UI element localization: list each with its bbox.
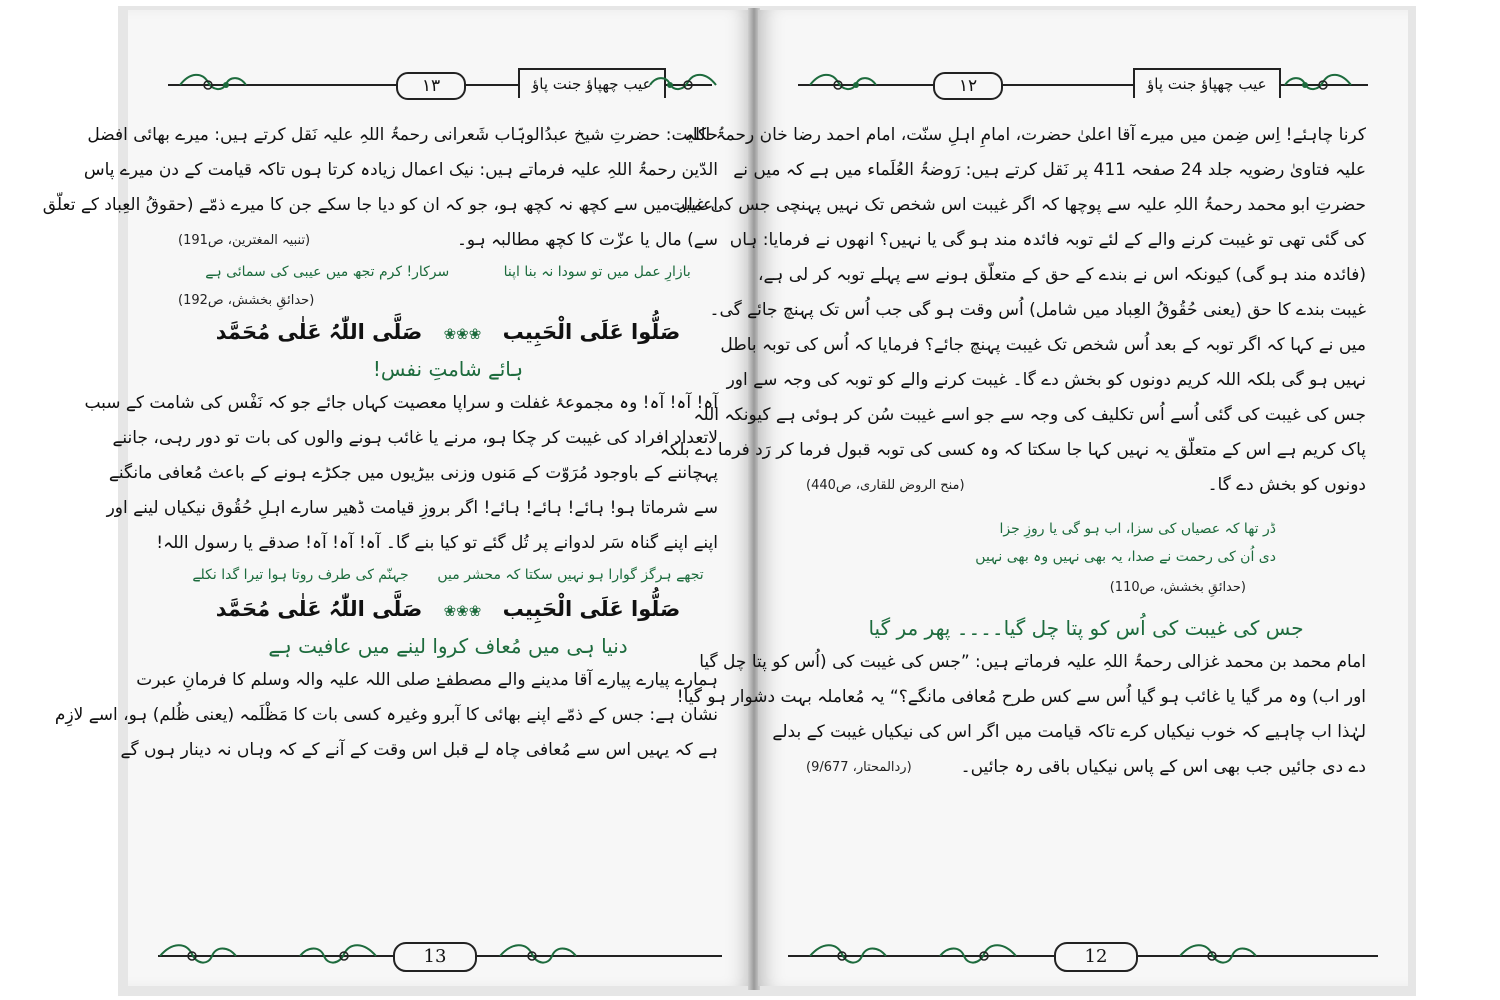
text-line: [806, 571, 1366, 601]
scroll-ornament-icon: [1178, 940, 1258, 972]
poetry-couplet: [178, 561, 718, 589]
text-line: سے شرماتا ہو! ہائے! ہائے! ہائے! اگر بروزِ قیامت ڈھیر سارے اہلِ حُقُوق نیکیاں لینے اور: [106, 498, 718, 518]
text-line: کرنا چاہئے! اِس ضِمن میں میرے آقا اعلیٰ حضرت، امامِ اہلِ سنّت، امام احمد رضا خان رحمۃُ اللہ: [684, 125, 1366, 145]
footer-page-number: 12: [1054, 942, 1138, 972]
text-line: لاتعداد افراد کی غیبت کر چکا ہو، مرنے یا غائب ہونے والوں کی بات تو دور رہی، جاننے: [112, 428, 718, 448]
text-fragment: دونوں کو بخش دے گا۔: [1207, 475, 1366, 495]
text-line: [178, 223, 718, 258]
text-line: آہ! آہ! آہ! وہ مجموعۂ غفلت و سراپا معصیت کہاں جائے جو کہ نَفْس کی شامت کے سبب: [84, 393, 718, 413]
text-line: پہچاننے کے باوجود مُرَوّت کے مَنوں وزنی بیڑیوں میں جکڑے ہونے کے باعث مُعافی مانگنے: [108, 463, 718, 483]
section-heading: ہائے شامتِ نفس!: [372, 357, 524, 381]
text-line: اعمال میں سے کچھ نہ کچھ ہو، جو کہ ان کو دیا جا سکے جن کا میرے ذمّے (حقوقُ العِباد کے تعلّق: [42, 195, 718, 215]
text-line: حکایت: حضرتِ شیخ عبدُالوہّاب شَعرانی رحمۃُ اللہِ علیہ نَقل کرتے ہیں: میرے بھائی افضل: [87, 125, 718, 145]
left-page-body: [42, 118, 718, 768]
text-line: الدّین رحمۃُ اللہِ علیہ فرماتے ہیں: نیک اعمال زیادہ کرتا ہوں تاکہ قیامت کے دن میرے پاس: [83, 160, 718, 180]
verse-line: سرکار! کرم تجھ میں عیبی کی سمائی ہے: [205, 264, 450, 280]
salat-line: [178, 589, 718, 629]
salat-right: صَلَّی اللّٰہُ عَلٰی مُحَمَّد: [215, 320, 423, 344]
salat-left: صَلُّوا عَلَی الْحَبِیب: [502, 320, 681, 344]
salat-right: صَلَّی اللّٰہُ عَلٰی مُحَمَّد: [215, 597, 423, 621]
verse-line: تجھے ہرگز گوارا ہو نہیں سکتا کہ محشر میں: [437, 567, 704, 583]
text-line: نشان ہے: جس کے ذمّے اپنے بھائی کا آبرو وغیرہ کسی بات کا مَظْلَمہ (یعنی ظُلم) ہو، اسے لازِم: [54, 705, 718, 725]
section-heading: دنیا ہی میں مُعاف کروا لینے میں عافیت ہے: [268, 634, 628, 658]
section-heading: جس کی غیبت کی اُس کو پتا چل گیا۔۔۔۔ پھر مر گیا: [868, 616, 1304, 640]
text-line: جس کی غیبت کی گئی اُسے اُس تکلیف کی وجہ سے جو اسے غیبت سُن کر ہوئی ہے کیونکہ اللہ: [693, 405, 1366, 425]
reference-citation: (حدائقِ بخشش، ص192): [178, 293, 315, 308]
flower-ornament-icon: ❀❀❀: [443, 325, 482, 343]
text-line: لہٰذا اب چاہیے کہ خوب نیکیاں کرے تاکہ قیامت میں اگر اس کی نیکیاں غیبت کے بدلے: [772, 722, 1366, 742]
scroll-ornament-icon: [648, 70, 718, 100]
text-line: ہے کہ یہیں اس سے مُعافی چاہ لے قبل اس وقت کے آنے کے کہ وہاں نہ دینار ہوں گے: [120, 740, 718, 760]
left-page-header: [128, 62, 752, 108]
scroll-ornament-icon: [298, 940, 378, 972]
text-line: اپنے اپنے گناہ سَر لدوانے پر تُل گئے تو کیا بنے گا۔ آہ! آہ! آہ! صدقے یا رسول اللہ!: [156, 533, 718, 553]
scroll-ornament-icon: [178, 70, 248, 100]
header-book-title: عیب چھپاؤ جنت پاؤ: [518, 68, 666, 98]
right-page-body: [659, 118, 1366, 785]
scroll-ornament-icon: [1283, 70, 1353, 100]
text-line: [806, 468, 1366, 503]
verse-line: جہنّم کی طرف روتا ہوا تیرا گدا نکلے: [192, 567, 409, 583]
text-fragment: سے) مال یا عزّت کا کچھ مطالبہ ہو۔: [456, 230, 718, 250]
text-line: [178, 286, 718, 312]
left-page-footer: [128, 936, 752, 976]
footer-page-number: 13: [393, 942, 477, 972]
text-line: اور اب) وہ مر گیا یا غائب ہو گیا اُس سے کس طرح مُعافی مانگے؟“ یہ مُعاملہ بہت دشوار ہو گیا!: [676, 687, 1366, 707]
scroll-ornament-icon: [158, 940, 238, 972]
text-line: ہمارے پیارے پیارے آقا مدینے والے مصطفےٰ صلی اللہ علیہ والہ وسلم کا فرمانِ عبرت: [136, 670, 718, 690]
text-line: امام محمد بن محمد غزالی رحمۃُ اللہِ علیہ فرماتے ہیں: ”جس کی غیبت کی (اُس کو پتا چل گیا: [699, 652, 1366, 672]
poetry-couplet: [178, 258, 718, 286]
header-page-number: ۱۲: [933, 72, 1003, 100]
reference-citation: (تنبیہ المغترین، ص191): [178, 233, 311, 248]
text-line: (فائدہ مند ہو گی) کیونکہ اس نے بندے کے حق کے متعلّق ہونے سے پہلے توبہ کر لی ہے،: [757, 265, 1366, 285]
salat-line: [178, 312, 718, 352]
scroll-ornament-icon: [938, 940, 1018, 972]
right-page: [659, 10, 1408, 986]
left-page: [42, 10, 752, 986]
right-page-header: [758, 62, 1408, 108]
salat-left: صَلُّوا عَلَی الْحَبِیب: [502, 597, 681, 621]
text-line: حضرتِ ابو محمد رحمۃُ اللہِ علیہ سے پوچھا کہ اگر غیبت اس شخص تک نہیں پہنچی جس کی غیبت: [669, 195, 1366, 215]
scroll-ornament-icon: [808, 940, 888, 972]
flower-ornament-icon: ❀❀❀: [443, 602, 482, 620]
text-line: [806, 750, 1366, 785]
text-fragment: دے دی جائیں جب بھی اس کے پاس نیکیاں باقی رہ جائیں۔: [960, 757, 1366, 777]
text-line: میں نے کہا کہ اگر توبہ کے بعد اُس شخص تک غیبت پہنچ جائے؟ فرمایا کہ اُس کی توبہ باطل: [720, 335, 1366, 355]
scroll-ornament-icon: [498, 940, 578, 972]
right-page-footer: [758, 936, 1408, 976]
text-line: علیہ فتاویٰ رضویہ جلد 24 صفحہ 411 پر نَقل کرتے ہیں: رَوضۃُ العُلَماء میں ہے کہ میں نے: [733, 160, 1366, 180]
header-page-number: ۱۳: [396, 72, 466, 100]
reference-citation: (ردالمحتار، 9/677): [806, 760, 912, 775]
text-line: غیبت بندے کا حق (یعنی حُقُوقُ العِباد میں شامل) اُس وقت ہو گی جب اُس تک پہنچ جائے گی۔: [709, 300, 1366, 320]
verse-line: بازارِ عمل میں تو سودا نہ بنا اپنا: [503, 264, 691, 280]
reference-citation: (حدائقِ بخشش، ص110): [1109, 580, 1246, 595]
verse-line: دی اُن کی رحمت نے صدا، یہ بھی نہیں وہ بھی نہیں: [975, 549, 1276, 565]
reference-citation: (منح الروض للقاری، ص440): [806, 478, 965, 493]
text-line: پاک کریم ہے اس کے متعلّق یہ نہیں کہا جا سکتا کہ وہ کسی کی توبہ قبول فرما کر رَد فرما دے بلکہ: [659, 440, 1366, 460]
header-book-title: عیب چھپاؤ جنت پاؤ: [1133, 68, 1281, 98]
text-line: نہیں ہو گی بلکہ اللہ کریم دونوں کو بخش دے گا۔ غیبت کرنے والے کو توبہ کی وجہ سے اور: [726, 370, 1366, 390]
text-line: کی گئی تھی تو غیبت کرنے والے کے لئے توبہ فائدہ مند ہو گی یا نہیں؟ انھوں نے فرمایا: ہاں: [729, 230, 1366, 250]
scroll-ornament-icon: [808, 70, 878, 100]
verse-line: ڈر تھا کہ عصیاں کی سزا، اب ہو گی یا روزِ جزا: [999, 521, 1276, 537]
